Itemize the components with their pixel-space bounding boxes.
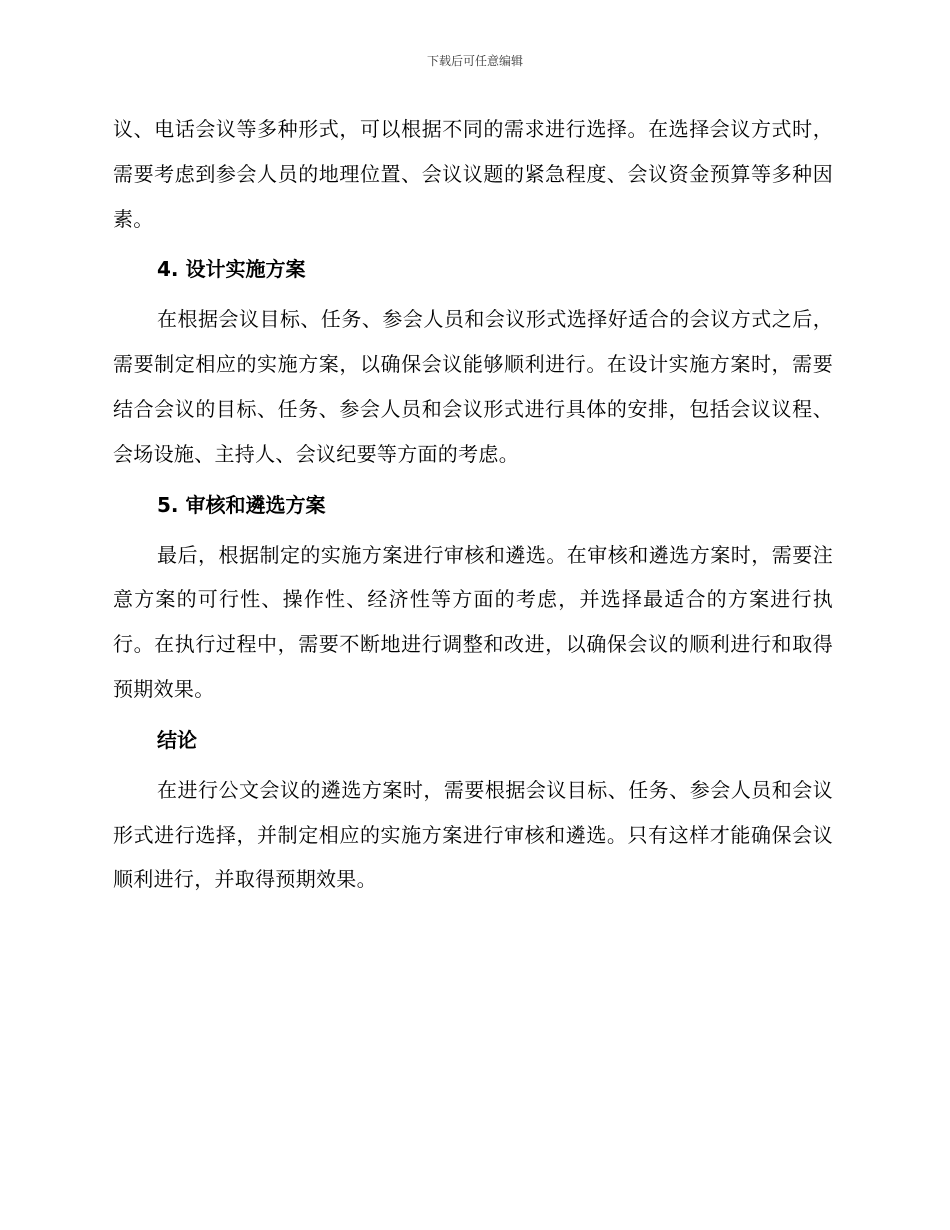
document-body bbox=[113, 107, 833, 902]
continuation-paragraph: 议、电话会议等多种形式，可以根据不同的需求进行选择。在选择会议方式时，需要考虑到参会人员的地理位置、会议议题的紧急程度、会议资金预算等多种因素。 bbox=[113, 117, 833, 231]
section-paragraph-design-plan: 在根据会议目标、任务、参会人员和会议形式选择好适合的会议方式之后，需要制定相应的实施方案，以确保会议能够顺利进行。在设计实施方案时，需要结合会议的目标、任务、参会人员和会议形式进行具体的安排，包括会议议程、会场设施、主持人、会议纪要等方面的考虑。 bbox=[113, 307, 833, 466]
page-header-note: 下载后可任意编辑 bbox=[426, 54, 523, 68]
section-heading-design-plan: 4. 设计实施方案 bbox=[157, 257, 306, 282]
section-paragraph-review-selection: 最后，根据制定的实施方案进行审核和遴选。在审核和遴选方案时，需要注意方案的可行性、操作性、经济性等方面的考虑，并选择最适合的方案进行执行。在执行过程中，需要不断地进行调整和改进，以确保会议的顺利进行和取得预期效果。 bbox=[113, 542, 833, 701]
section-heading-conclusion: 结论 bbox=[157, 727, 197, 752]
section-heading-review-selection: 5. 审核和遴选方案 bbox=[157, 492, 326, 517]
section-paragraph-conclusion: 在进行公文会议的遴选方案时，需要根据会议目标、任务、参会人员和会议形式进行选择，并制定相应的实施方案进行审核和遴选。只有这样才能确保会议顺利进行，并取得预期效果。 bbox=[113, 777, 833, 892]
